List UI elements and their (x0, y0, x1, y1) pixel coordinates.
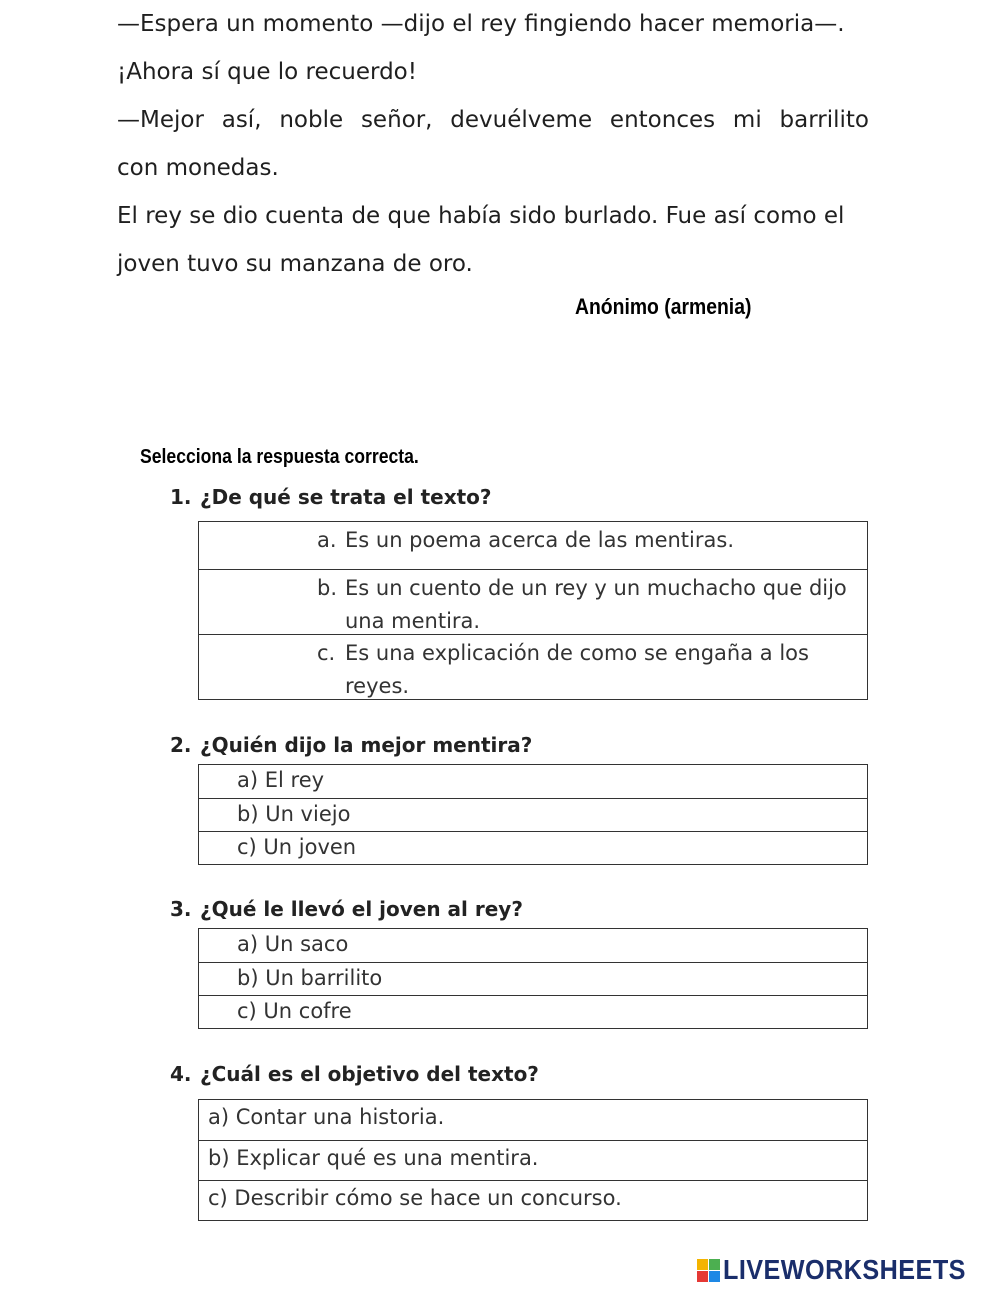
answer-option[interactable]: a) El rey (237, 768, 325, 792)
logo-square (697, 1271, 708, 1282)
question-2 (170, 733, 532, 757)
option-letter: b. (317, 576, 338, 600)
liveworksheets-logo (697, 1255, 993, 1285)
answer-option[interactable] (199, 522, 867, 569)
question-4-options (198, 1099, 868, 1221)
logo-square (697, 1259, 708, 1270)
story-line: —Espera un momento —dijo el rey fingiendo hacer memoria—. (117, 11, 845, 37)
question-4 (170, 1062, 539, 1086)
question-number: 1. (170, 485, 192, 509)
question-number: 2. (170, 733, 192, 757)
option-letter: c. (317, 641, 336, 665)
question-number: 4. (170, 1062, 192, 1086)
question-text: ¿Cuál es el objetivo del texto? (200, 1062, 539, 1086)
answer-option[interactable]: b) Explicar qué es una mentira. (199, 1140, 867, 1180)
question-1 (170, 485, 492, 509)
answer-option[interactable]: c) Describir cómo se hace un concurso. (199, 1180, 867, 1220)
answer-option[interactable]: c) Un joven (199, 831, 867, 864)
answer-option[interactable]: a) Un saco (237, 932, 349, 956)
question-text: ¿Qué le llevó el joven al rey? (200, 897, 523, 921)
answer-option[interactable] (199, 569, 867, 634)
logo-text: LIVEWORKSHEETS (723, 1254, 966, 1285)
answer-option[interactable] (199, 634, 867, 699)
question-2-options (198, 764, 868, 865)
story-author: Anónimo (armenia) (575, 294, 752, 319)
answer-option[interactable]: a) Contar una historia. (208, 1105, 445, 1129)
option-text: Es un poema acerca de las mentiras. (345, 528, 734, 552)
answer-option[interactable]: c) Un cofre (199, 995, 867, 1028)
question-3-options (198, 928, 868, 1029)
question-number: 3. (170, 897, 192, 921)
logo-mark-icon (697, 1259, 720, 1282)
story-line: —Mejor así, noble señor, devuélveme entonces mi barrilito (117, 107, 869, 133)
story-text (117, 0, 869, 288)
answer-option[interactable]: b) Un viejo (199, 798, 867, 831)
story-line: con monedas. (117, 155, 279, 181)
story-line: ¡Ahora sí que lo recuerdo! (117, 59, 417, 85)
option-text: Es una explicación de como se engaña a los reyes. (345, 641, 809, 698)
option-letter: a. (317, 528, 337, 552)
logo-square (709, 1259, 720, 1270)
question-3 (170, 897, 523, 921)
question-text: ¿Quién dijo la mejor mentira? (200, 733, 533, 757)
question-text: ¿De qué se trata el texto? (200, 485, 492, 509)
story-line: El rey se dio cuenta de que había sido burlado. Fue así como el (117, 203, 845, 229)
option-text: Es un cuento de un rey y un muchacho que dijo una mentira. (345, 576, 847, 633)
question-1-options (198, 521, 868, 700)
story-line: joven tuvo su manzana de oro. (117, 251, 473, 277)
answer-option[interactable]: b) Un barrilito (199, 962, 867, 995)
logo-square (709, 1271, 720, 1282)
instruction-heading: Selecciona la respuesta correcta. (140, 446, 419, 468)
